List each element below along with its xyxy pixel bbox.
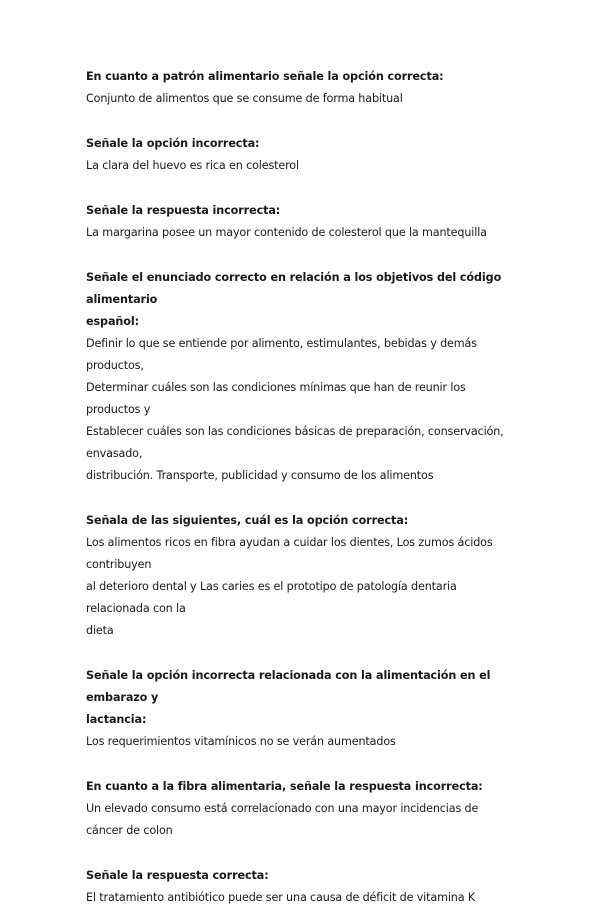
answer-text: La margarina posee un mayor contenido de colesterol que la mantequilla [86,226,487,239]
question-text: Señale la respuesta incorrecta: [86,204,281,217]
qa-item-1 [86,66,516,110]
question-text: En cuanto a la fibra alimentaria, señale la respuesta incorrecta: [86,780,483,793]
answer-text: Definir lo que se entiende por alimento, estimulantes, bebidas y demás productos, [86,337,477,372]
answer-text: dieta [86,624,114,637]
answer-text: Los alimentos ricos en fibra ayudan a cuidar los dientes, Los zumos ácidos contribuyen [86,536,493,571]
qa-item-3 [86,200,516,244]
question-text: Señale la respuesta correcta: [86,869,269,882]
question-text: español: [86,315,139,328]
answer-text: al deterioro dental y Las caries es el prototipo de patología dentaria relacionada con la [86,580,457,615]
question-text: Señale la opción incorrecta: [86,137,260,150]
spacer [86,842,516,865]
answer-text: La clara del huevo es rica en colesterol [86,159,299,172]
answer-text: Establecer cuáles son las condiciones básicas de preparación, conservación, envasado, [86,425,504,460]
spacer [86,244,516,267]
answer-text: El tratamiento antibiótico puede ser una causa de déficit de vitamina K [86,891,476,904]
qa-item-8 [86,865,516,909]
question-text: Señale el enunciado correcto en relación a los objetivos del código alimentario [86,271,502,306]
question-text: Señale la opción incorrecta relacionada con la alimentación en el embarazo y [86,669,491,704]
answer-text: Determinar cuáles son las condiciones mínimas que han de reunir los productos y [86,381,466,416]
answer-text: Un elevado consumo está correlacionado con una mayor incidencias de cáncer de colon [86,802,479,837]
spacer [86,177,516,200]
qa-item-6 [86,665,516,753]
qa-item-7 [86,776,516,842]
qa-item-5 [86,510,516,642]
answer-text: Conjunto de alimentos que se consume de forma habitual [86,92,403,105]
spacer [86,110,516,133]
spacer [86,642,516,665]
qa-item-2 [86,133,516,177]
question-text: En cuanto a patrón alimentario señale la opción correcta: [86,70,444,83]
qa-item-4 [86,267,516,487]
question-text: lactancia: [86,713,147,726]
answer-text: distribución. Transporte, publicidad y consumo de los alimentos [86,469,434,482]
answer-text: Los requerimientos vitamínicos no se verán aumentados [86,735,396,748]
document-page [86,66,516,909]
spacer [86,753,516,776]
spacer [86,487,516,510]
question-text: Señala de las siguientes, cuál es la opción correcta: [86,514,409,527]
